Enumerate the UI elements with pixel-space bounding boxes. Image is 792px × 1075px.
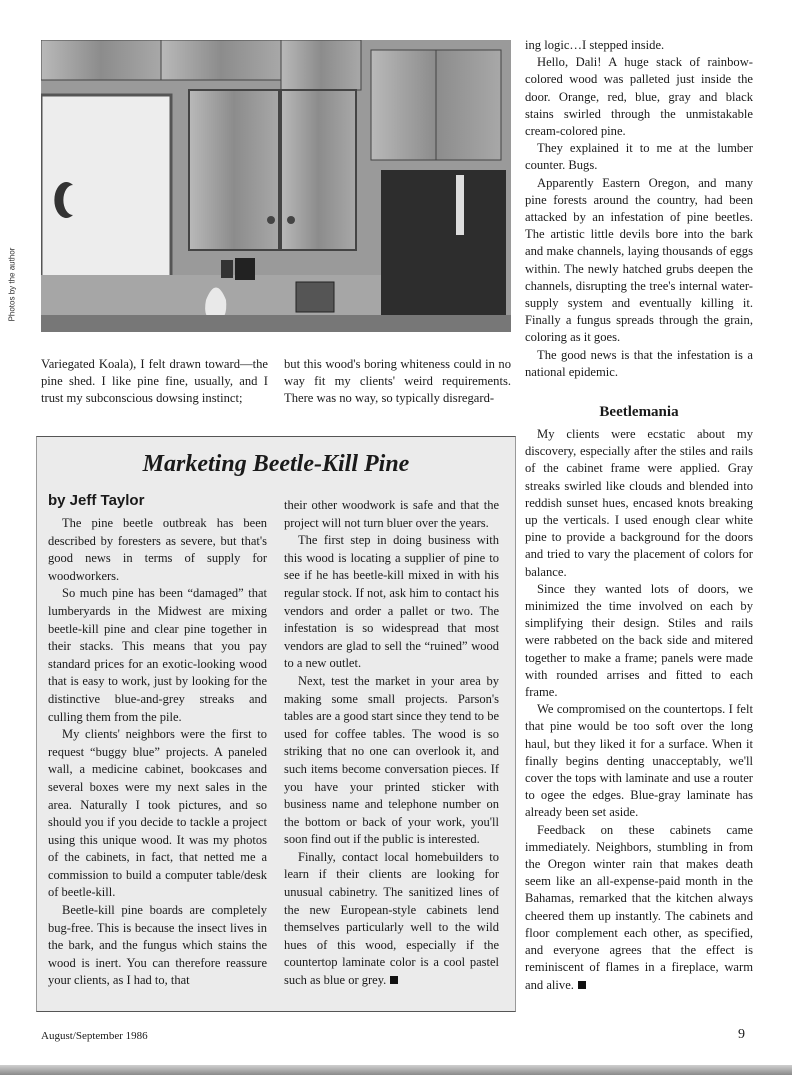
sidebar-title: Marketing Beetle-Kill Pine — [142, 451, 410, 477]
paragraph: The first step in doing business with this wood is locating a supplier of pine to see if he has beetle-kill mixed in with his regular stock. If not, ask him to contact his vendors and order a pallet or two. The infestation is so widespread that most vendors are glad to sell the “ruined” wood to a new outlet. — [284, 533, 499, 671]
cabinet-photo — [41, 40, 511, 332]
sidebar-column-2 — [284, 497, 499, 990]
right-column-top — [525, 37, 753, 381]
paragraph: Variegated Koala), I felt drawn toward—the pine shed. I like pine fine, usually, and I trust my subconscious dowsing instinct; — [41, 357, 268, 406]
paragraph: So much pine has been “damaged” that lumberyards in the Midwest are mixing beetle-kill pine and clear pine together in their stacks. This means that you pay standard prices for an exotic-looking wood that is easy to work, just by looking for the distinctive blue-and-grey streaks and culling them from the pile. — [48, 586, 267, 724]
sidebar-box — [36, 436, 516, 1012]
issue-date: August/September 1986 — [41, 1030, 148, 1042]
paragraph: My clients' neighbors were the first to request “buggy blue” projects. A paneled wall, a medicine cabinet, bookcases and several boxes were my next sales in the area. Naturally I took pictures, and so should you if you decide to tackle a project using this unique wood. It was my photos of the cabinets, in fact, that netted me a commission to build a computer table/desk of beetle-kill. — [48, 727, 267, 900]
paragraph: Since they wanted lots of doors, we minimized the time involved on each by simplifying their design. Stiles and rails were rabbeted on the back side and mitered together to make a frame; panels were made with rounded arrises and fitted to each frame. — [525, 581, 753, 700]
paragraph: Apparently Eastern Oregon, and many pine forests around the country, had been attacked by an infestation of pine beetles. The artistic little devils bore into the bark and make channels, laying thousands of eggs within. The newly hatched grubs deepen the channels, disrupting the tree's internal water-supply system and eventually killing it. Finally a fungus spreads through the grain, coloring as it goes. — [525, 175, 753, 345]
paragraph: The pine beetle outbreak has been described by foresters as severe, but that's good news in terms of supply for woodworkers. — [48, 516, 267, 583]
sidebar-column-1 — [48, 515, 267, 990]
body-column-2 — [284, 356, 511, 408]
paragraph: Hello, Dali! A huge stack of rainbow-colored wood was palleted just inside the door. Orange, red, blue, gray and black stains swirled through the unmistakable cream-colored pine. — [525, 55, 753, 139]
body-column-1 — [41, 356, 268, 408]
sidebar-byline: by Jeff Taylor — [48, 492, 145, 509]
paragraph: ing logic…I stepped inside. — [525, 38, 665, 52]
paragraph: Beetle-kill pine boards are completely bug-free. This is because the insect lives in the bark, and the fungus which stains the wood is inert. You can therefore reassure your clients, as I had to, that — [48, 903, 267, 988]
paragraph: Finally, contact local homebuilders to learn if their clients are looking for unusual cabinetry. The sanitized lines of the new European-style cabinets lend themselves particularly well to the wild hues of this wood, especially if the countertop laminate color is a cool pastel such as blue or grey. — [284, 849, 499, 988]
paragraph: The good news is that the infestation is a national epidemic. — [525, 347, 753, 379]
paragraph: They explained it to me at the lumber counter. Bugs. — [525, 141, 753, 173]
paragraph: My clients were ecstatic about my discovery, especially after the stiles and rails of the cabinet frame were applied. Gray streaks swirled like clouds and blended into reddish sunset hues, encased knots breaking up the verticals. I used enough clear white pine to provide a background for the doors and tried to vary the placement of colors for balance. — [525, 427, 753, 579]
bottom-rule — [0, 1065, 792, 1075]
paragraph: but this wood's boring whiteness could in no way fit my clients' weird requirements. There was no way, so typically disregard- — [284, 357, 511, 406]
paragraph: We compromised on the countertops. I felt that pine would be too soft over the long haul, but they liked it for a surface. When it finally begins denting unacceptably, we'll cover the tops with laminate and use a router to ogee the edges. Blue-gray laminate has already been set aside. — [525, 702, 753, 820]
paragraph: Feedback on these cabinets came immediately. Neighbors, stumbling in from the Oregon winter rain that makes death seem like an all-expense-paid month in the Bahamas, remarked that the kitchen always cheered them up instantly. The cabinets and floor complement each other, as specified, and everyone agrees that the effect is reminiscent of flames in a fireplace, warm and alive. — [525, 822, 753, 992]
paragraph: Next, test the market in your area by making some small projects. Parson's tables are a good start since they tend to be used for coffee tables. The wood is so striking that no one can overlook it, and such items become conversation pieces. If you have your printed sticker with business name and telephone number on the bottom or back of your work, you'll soon find out if the public is interested. — [284, 673, 499, 847]
right-column-bottom — [525, 426, 753, 994]
end-mark-icon — [390, 976, 398, 984]
page-number: 9 — [738, 1027, 745, 1042]
cabinet-photo-drawing — [41, 40, 511, 332]
paragraph: their other woodwork is safe and that the project will not turn bluer over the years. — [284, 498, 499, 530]
section-heading: Beetlemania — [599, 404, 679, 420]
photo-credit: Photos by the author — [7, 247, 17, 322]
end-mark-icon — [578, 981, 586, 989]
